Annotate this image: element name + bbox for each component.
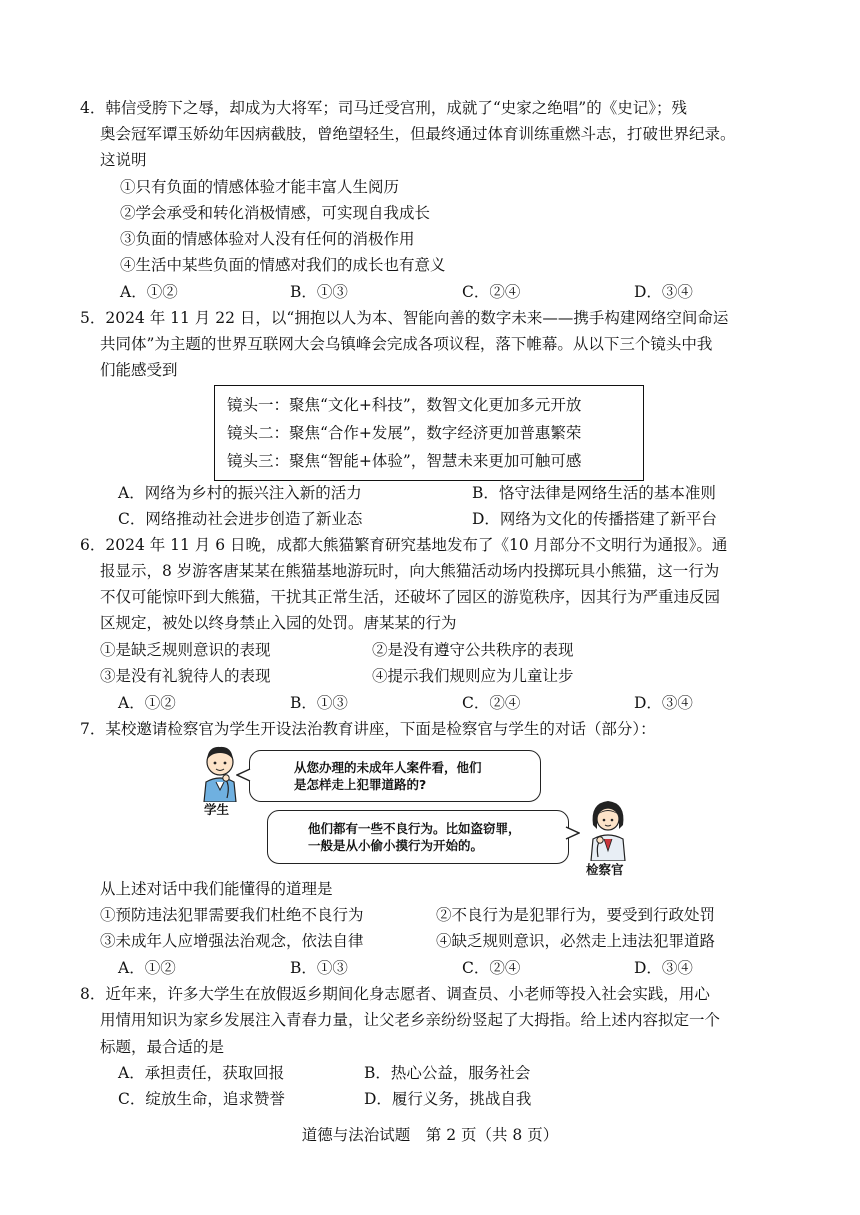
q7-option-d: D．③④ <box>634 959 693 977</box>
q5-line-1: 5．2024 年 11 月 22 日，以“拥抱以人为本、智能向善的数字未来——携手构建网络空间命运 <box>80 309 729 327</box>
q5-scene-box <box>214 385 644 481</box>
q7-choice-4: ④缺乏规则意识，必然走上违法犯罪道路 <box>436 932 716 950</box>
q5-option-b: B．恪守法律是网络生活的基本准则 <box>472 484 716 502</box>
q7-option-b: B．①③ <box>290 959 348 977</box>
q7-prompt: 从上述对话中我们能懂得的道理是 <box>100 880 333 898</box>
q5-option-c: C．网络推动社会进步创造了新业态 <box>118 510 363 528</box>
q8-option-a: A．承担责任，获取回报 <box>118 1064 285 1082</box>
q5-scene-1: 镜头一：聚焦“文化+科技”，数智文化更加多元开放 <box>227 396 582 414</box>
q6-line-3: 不仅可能惊吓到大熊猫，干扰其正常生活，还破坏了园区的游览秩序，因其行为严重违反园 <box>100 588 721 606</box>
student-bubble-tail-icon <box>236 768 252 782</box>
q8-line-1: 8．近年来，许多大学生在放假返乡期间化身志愿者、调查员、小老师等投入社会实践，用心 <box>80 985 710 1003</box>
q4-line-2: 奥会冠军谭玉娇幼年因病截肢，曾绝望轻生，但最终通过体育训练重燃斗志，打破世界纪录。 <box>100 125 736 143</box>
q5-scene-3: 镜头三：聚焦“智能+体验”，智慧未来更加可触可感 <box>227 452 582 470</box>
q4-option-d: D．③④ <box>634 283 693 301</box>
prosecutor-label: 检察官 <box>586 862 624 877</box>
q7-choice-2: ②不良行为是犯罪行为，要受到行政处罚 <box>436 906 716 924</box>
q4-choice-3: ③负面的情感体验对人没有任何的消极作用 <box>120 230 415 248</box>
page-footer: 道德与法治试题 第 2 页（共 8 页） <box>301 1126 559 1144</box>
q7-choice-3: ③未成年人应增强法治观念，依法自律 <box>100 932 364 950</box>
q5-scene-2: 镜头二：聚焦“合作+发展”，数字经济更加普惠繁荣 <box>227 424 582 442</box>
q6-line-2: 报显示，8 岁游客唐某某在熊猫基地游玩时，向大熊猫活动场内投掷玩具小熊猫，这一行为 <box>100 562 720 580</box>
prosecutor-figure-icon <box>584 795 632 861</box>
q5-option-a: A．网络为乡村的振兴注入新的活力 <box>118 484 362 502</box>
q6-option-c: C．②④ <box>462 694 521 712</box>
q4-choice-2: ②学会承受和转化消极情感，可实现自我成长 <box>120 204 431 222</box>
prosecutor-bubble-tail-icon <box>564 826 580 840</box>
q5-line-2: 共同体”为主题的世界互联网大会乌镇峰会完成各项议程，落下帷幕。从以下三个镜头中我 <box>100 335 713 353</box>
q6-line-4: 区规定，被处以终身禁止入园的处罚。唐某某的行为 <box>100 614 457 632</box>
q6-option-b: B．①③ <box>290 694 348 712</box>
q7-option-c: C．②④ <box>462 959 521 977</box>
q8-line-3: 标题，最合适的是 <box>100 1038 225 1056</box>
q7-choice-1: ①预防违法犯罪需要我们杜绝不良行为 <box>100 906 364 924</box>
student-label: 学生 <box>204 802 230 817</box>
q6-choice-1: ①是缺乏规则意识的表现 <box>100 641 271 659</box>
student-speech-bubble <box>249 750 541 802</box>
q8-option-b: B．热心公益，服务社会 <box>364 1064 531 1082</box>
q4-option-c: C．②④ <box>462 283 521 301</box>
student-speech-line-2: 是怎样走上犯罪道路的? <box>294 777 427 792</box>
prosecutor-speech-line-2: 一般是从小偷小摸行为开始的。 <box>308 838 484 853</box>
prosecutor-speech-line-1: 他们都有一些不良行为。比如盗窃罪， <box>308 821 521 836</box>
q7-option-a: A．①② <box>118 959 176 977</box>
q8-option-c: C．绽放生命，追求赞誉 <box>118 1090 285 1108</box>
q4-choice-1: ①只有负面的情感体验才能丰富人生阅历 <box>120 178 400 196</box>
q5-line-3: 们能感受到 <box>100 361 178 379</box>
q8-line-2: 用情用知识为家乡发展注入青春力量，让父老乡亲纷纷竖起了大拇指。给上述内容拟定一个 <box>100 1011 721 1029</box>
q6-option-a: A．①② <box>118 694 176 712</box>
prosecutor-speech-bubble <box>267 810 569 864</box>
q6-choice-2: ②是没有遵守公共秩序的表现 <box>372 641 574 659</box>
q4-line-1: 4．韩信受胯下之辱，却成为大将军；司马迁受宫刑，成就了“史家之绝唱”的《史记》；残 <box>80 99 687 117</box>
q4-option-b: B．①③ <box>290 283 348 301</box>
q6-line-1: 6．2024 年 11 月 6 日晚，成都大熊猫繁育研究基地发布了《10 月部分不文明行为通报》。通 <box>80 536 728 554</box>
q8-option-d: D．履行义务，挑战自我 <box>364 1090 532 1108</box>
q6-choice-4: ④提示我们规则应为儿童让步 <box>372 667 574 685</box>
q5-option-d: D．网络为文化的传播搭建了新平台 <box>472 510 717 528</box>
q4-choice-4: ④生活中某些负面的情感对我们的成长也有意义 <box>120 256 446 274</box>
q7-line-1: 7．某校邀请检察官为学生开设法治教育讲座，下面是检察官与学生的对话（部分）： <box>80 720 656 738</box>
q6-option-d: D．③④ <box>634 694 693 712</box>
q4-option-a: A．①② <box>120 283 178 301</box>
student-speech-line-1: 从您办理的未成年人案件看，他们 <box>294 760 482 775</box>
q6-choice-3: ③是没有礼貌待人的表现 <box>100 667 271 685</box>
q4-line-3: 这说明 <box>100 151 147 169</box>
